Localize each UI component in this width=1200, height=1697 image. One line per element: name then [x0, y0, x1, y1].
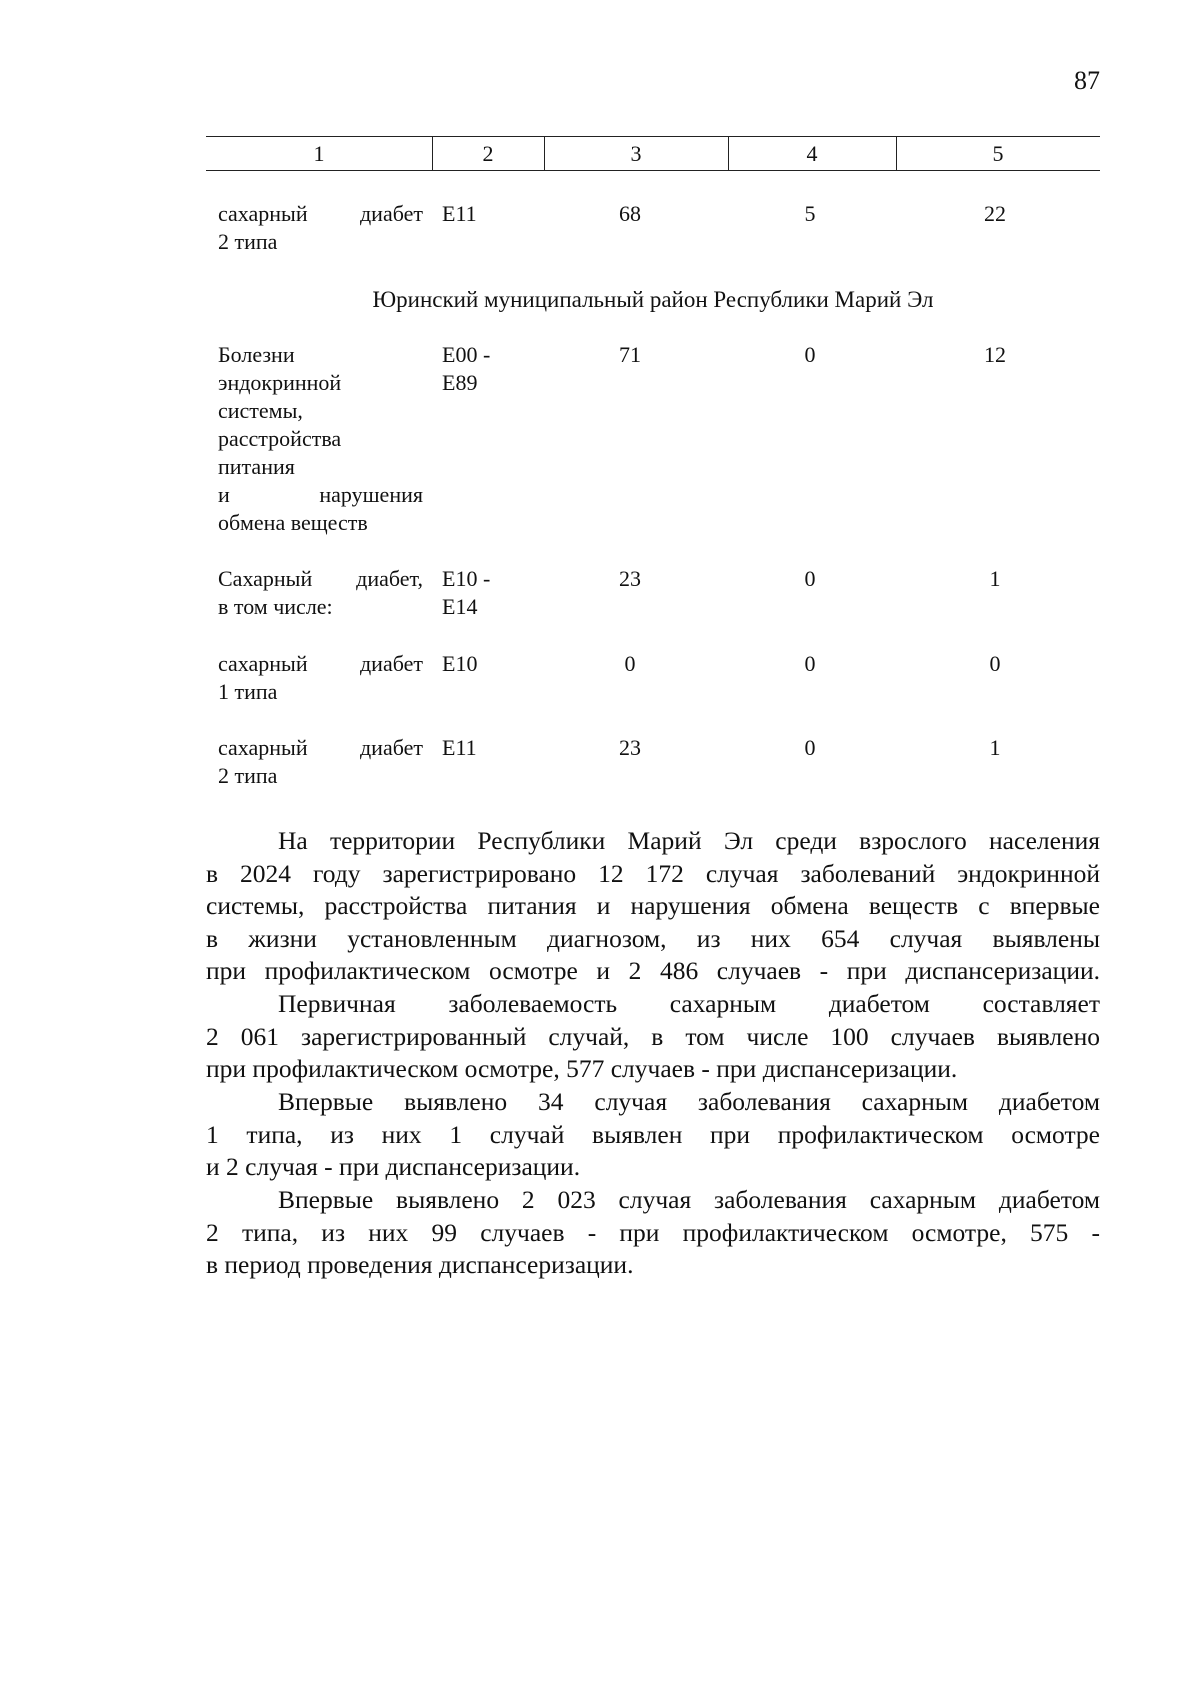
- row-code-cell: [442, 650, 522, 678]
- body-paragraph: [206, 1086, 1100, 1184]
- row-name-cell: [218, 734, 423, 790]
- row-code-line: E11: [442, 201, 477, 226]
- row-value-col3: 71: [619, 342, 641, 367]
- paragraph-line: и 2 случая - при диспансеризации.: [206, 1152, 581, 1182]
- row-code-line: E00 -: [442, 342, 491, 367]
- row-code-line: E10 -: [442, 566, 491, 591]
- row-code-line: E11: [442, 735, 477, 760]
- row-name-line: и нарушения: [218, 482, 423, 507]
- header-cell-3: 3: [630, 141, 642, 166]
- body-paragraph: [206, 1184, 1100, 1282]
- row-value-col4: 0: [804, 651, 816, 676]
- row-name-line: сахарный диабет: [218, 651, 423, 676]
- row-value-col3: 23: [619, 566, 641, 591]
- paragraph-line: Впервые выявлено 34 случая заболевания сахарным диабетом: [278, 1087, 1100, 1116]
- paragraph-line: системы, расстройства питания и нарушения обмена веществ с впервые: [206, 891, 1100, 921]
- row-value-col5: 22: [984, 201, 1006, 226]
- row-name-line: сахарный диабет: [218, 201, 423, 226]
- row-value-col4: 0: [804, 342, 816, 367]
- row-code-line: E14: [442, 594, 478, 619]
- header-cell-4: 4: [806, 141, 818, 166]
- paragraph-line: Первичная заболеваемость сахарным диабетом составляет: [278, 989, 1100, 1018]
- row-name-line: питания: [218, 454, 295, 479]
- paragraph-line: при профилактическом осмотре, 577 случаев - при диспансеризации.: [206, 1054, 958, 1084]
- row-value-col3: 68: [619, 201, 641, 226]
- row-value-col4: 0: [804, 566, 816, 591]
- body-paragraph: [206, 988, 1100, 1086]
- page-number: 87: [1074, 66, 1100, 95]
- row-name-line: 1 типа: [218, 679, 278, 704]
- paragraph-line: в 2024 году зарегистрировано 12 172 случая заболеваний эндокринной: [206, 858, 1100, 888]
- row-name-line: 2 типа: [218, 229, 278, 254]
- row-code-line: E10: [442, 651, 478, 676]
- header-cell-5: 5: [992, 141, 1004, 166]
- row-name-line: Сахарный диабет,: [218, 566, 423, 591]
- row-value-col5: 1: [989, 735, 1001, 760]
- row-name-cell: [218, 565, 423, 621]
- row-name-line: расстройства: [218, 426, 342, 451]
- section-title: Юринский муниципальный район Республики Марий Эл: [372, 287, 934, 312]
- row-name-line: сахарный диабет: [218, 735, 423, 760]
- row-code-line: E89: [442, 370, 478, 395]
- row-value-col5: 0: [989, 651, 1001, 676]
- header-cell-1: 1: [313, 141, 325, 166]
- row-name-line: эндокринной: [218, 370, 342, 395]
- paragraph-line: при профилактическом осмотре и 2 486 случаев - при диспансеризации.: [206, 956, 1100, 986]
- paragraph-line: 1 типа, из них 1 случай выявлен при профилактическом осмотре: [206, 1119, 1100, 1149]
- paragraph-line: в жизни установленным диагнозом, из них 654 случая выявлены: [206, 923, 1100, 953]
- paragraph-line: На территории Республики Марий Эл среди взрослого населения: [278, 826, 1100, 855]
- row-name-cell: [218, 341, 423, 537]
- header-cell-2: 2: [482, 141, 494, 166]
- row-name-line: 2 типа: [218, 763, 278, 788]
- row-name-cell: [218, 650, 423, 706]
- paragraph-line: Впервые выявлено 2 023 случая заболевания сахарным диабетом: [278, 1185, 1100, 1214]
- row-name-line: в том числе:: [218, 594, 333, 619]
- row-name-line: обмена веществ: [218, 510, 368, 535]
- paragraph-line: в период проведения диспансеризации.: [206, 1250, 634, 1280]
- row-code-cell: [442, 200, 522, 228]
- row-name-line: Болезни: [218, 342, 295, 367]
- paragraph-line: 2 061 зарегистрированный случай, в том числе 100 случаев выявлено: [206, 1021, 1100, 1051]
- row-value-col5: 12: [984, 342, 1006, 367]
- row-code-cell: [442, 734, 522, 762]
- row-value-col5: 1: [989, 566, 1001, 591]
- row-code-cell: [442, 341, 522, 397]
- table-header-row: [206, 136, 1100, 171]
- row-code-cell: [442, 565, 522, 621]
- paragraph-line: 2 типа, из них 99 случаев - при профилактическом осмотре, 575 -: [206, 1217, 1100, 1247]
- row-name-line: системы,: [218, 398, 303, 423]
- row-value-col4: 0: [804, 735, 816, 760]
- row-value-col4: 5: [804, 201, 816, 226]
- row-value-col3: 0: [624, 651, 636, 676]
- body-paragraph: [206, 825, 1100, 988]
- row-value-col3: 23: [619, 735, 641, 760]
- row-name-cell: [218, 200, 423, 256]
